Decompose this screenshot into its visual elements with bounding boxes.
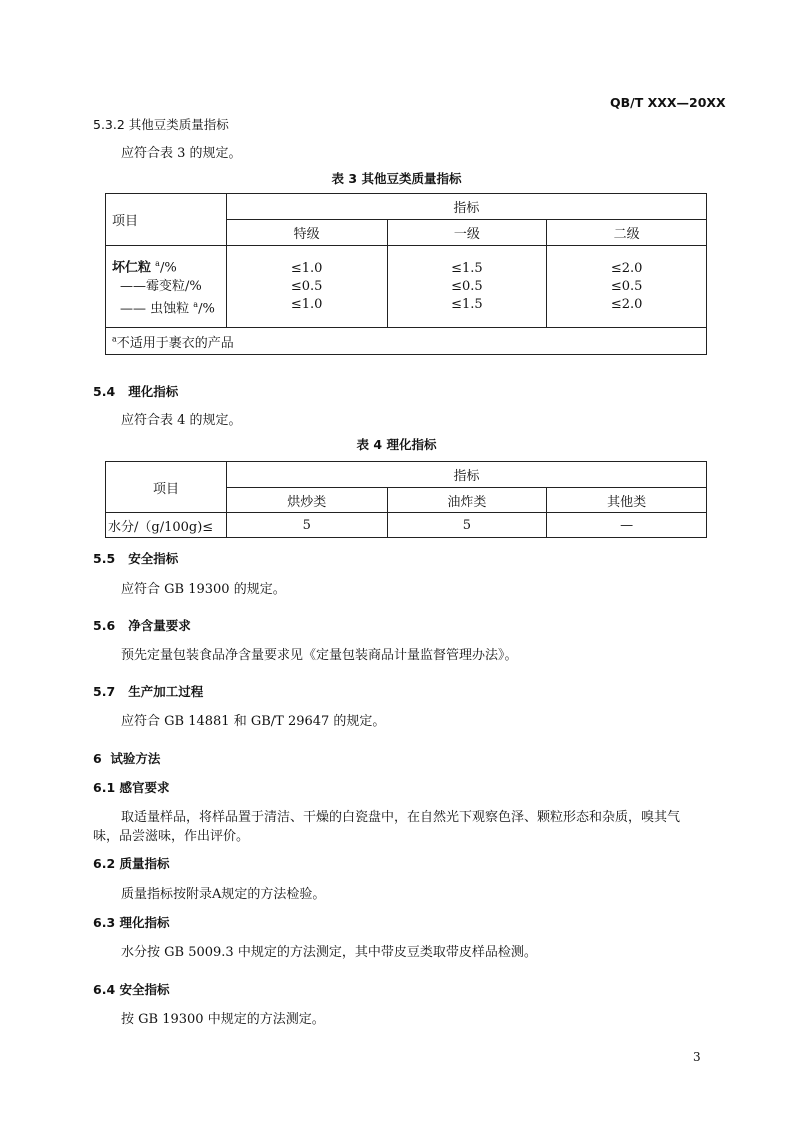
- cell: 5: [226, 513, 387, 538]
- grade-header: 特级: [226, 220, 387, 246]
- table-row: [106, 513, 707, 538]
- header-item: 项目: [106, 462, 227, 513]
- cell: ≤2.0: [610, 296, 643, 312]
- table-row: [106, 246, 707, 328]
- section-number: 5.3.2: [93, 117, 125, 132]
- section-5-7-heading: 5.7 生产加工过程: [93, 684, 204, 699]
- cell: ≤0.5: [610, 278, 643, 294]
- standard-code: QB/T XXX—20XX: [610, 95, 726, 110]
- cell: ≤2.0: [610, 260, 643, 276]
- cell: ≤1.0: [290, 260, 323, 276]
- paragraph: 应符合 GB 14881 和 GB/T 29647 的规定。: [121, 714, 386, 729]
- paragraph: 应符合表 4 的规定。: [121, 413, 242, 428]
- row-label: —— 虫蚀粒 $^a$/%: [120, 299, 215, 316]
- header-index: 指标: [226, 462, 706, 488]
- paragraph: 质量指标按附录A规定的方法检验。: [121, 887, 326, 902]
- section-title: 其他豆类质量指标: [128, 117, 229, 132]
- column-header: 烘炒类: [226, 488, 387, 513]
- section-5-3-2-heading: [93, 115, 229, 133]
- table-footnote: $^a$不适用于裹衣的产品: [106, 328, 707, 355]
- section-5-5-heading: 5.5 安全指标: [93, 551, 179, 566]
- row-label: ——霉变粒/%: [120, 278, 202, 294]
- table-3: [105, 193, 707, 355]
- paragraph: 预先定量包装食品净含量要求见《定量包装商品计量监督管理办法》。: [121, 648, 518, 663]
- section-6-heading: 6 试验方法: [93, 751, 161, 766]
- paragraph: 应符合表 3 的规定。: [121, 146, 242, 161]
- page-number: 3: [693, 1050, 701, 1064]
- section-6-3-heading: 6.3 理化指标: [93, 915, 170, 930]
- paragraph: 取适量样品，将样品置于清洁、干燥的白瓷盘中，在自然光下观察色泽、颗粒形态和杂质，嗅其气: [121, 810, 681, 825]
- cell: 5: [387, 513, 547, 538]
- paragraph: 按 GB 19300 中规定的方法测定。: [121, 1012, 325, 1027]
- section-6-1-heading: 6.1 感官要求: [93, 780, 170, 795]
- cell: ≤1.5: [451, 260, 483, 276]
- row-label: 坏仁粒 $^a$/%: [112, 259, 177, 276]
- table-3-caption: 表 3 其他豆类质量指标: [331, 171, 462, 186]
- section-6-4-heading: 6.4 安全指标: [93, 982, 170, 997]
- section-5-6-heading: 5.6 净含量要求: [93, 618, 191, 633]
- grade-header: 二级: [547, 220, 707, 246]
- cell: ≤1.0: [290, 296, 323, 312]
- cell: —: [547, 513, 707, 538]
- cell: ≤0.5: [451, 278, 483, 294]
- row-label: 水分/（g/100g)≤: [106, 513, 227, 538]
- paragraph: 水分按 GB 5009.3 中规定的方法测定，其中带皮豆类取带皮样品检测。: [121, 945, 537, 960]
- column-header: 油炸类: [387, 488, 547, 513]
- header-item: 项目: [106, 194, 227, 246]
- table-4-caption: 表 4 理化指标: [356, 437, 437, 452]
- paragraph: 应符合 GB 19300 的规定。: [121, 582, 286, 597]
- cell: ≤0.5: [290, 278, 323, 294]
- section-6-2-heading: 6.2 质量指标: [93, 856, 170, 871]
- cell: ≤1.5: [451, 296, 483, 312]
- table-4: [105, 461, 707, 538]
- column-header: 其他类: [547, 488, 707, 513]
- section-5-4-heading: 5.4 理化指标: [93, 384, 179, 399]
- header-index: 指标: [226, 194, 706, 220]
- paragraph: 味，品尝滋味，作出评价。: [93, 829, 250, 844]
- grade-header: 一级: [387, 220, 547, 246]
